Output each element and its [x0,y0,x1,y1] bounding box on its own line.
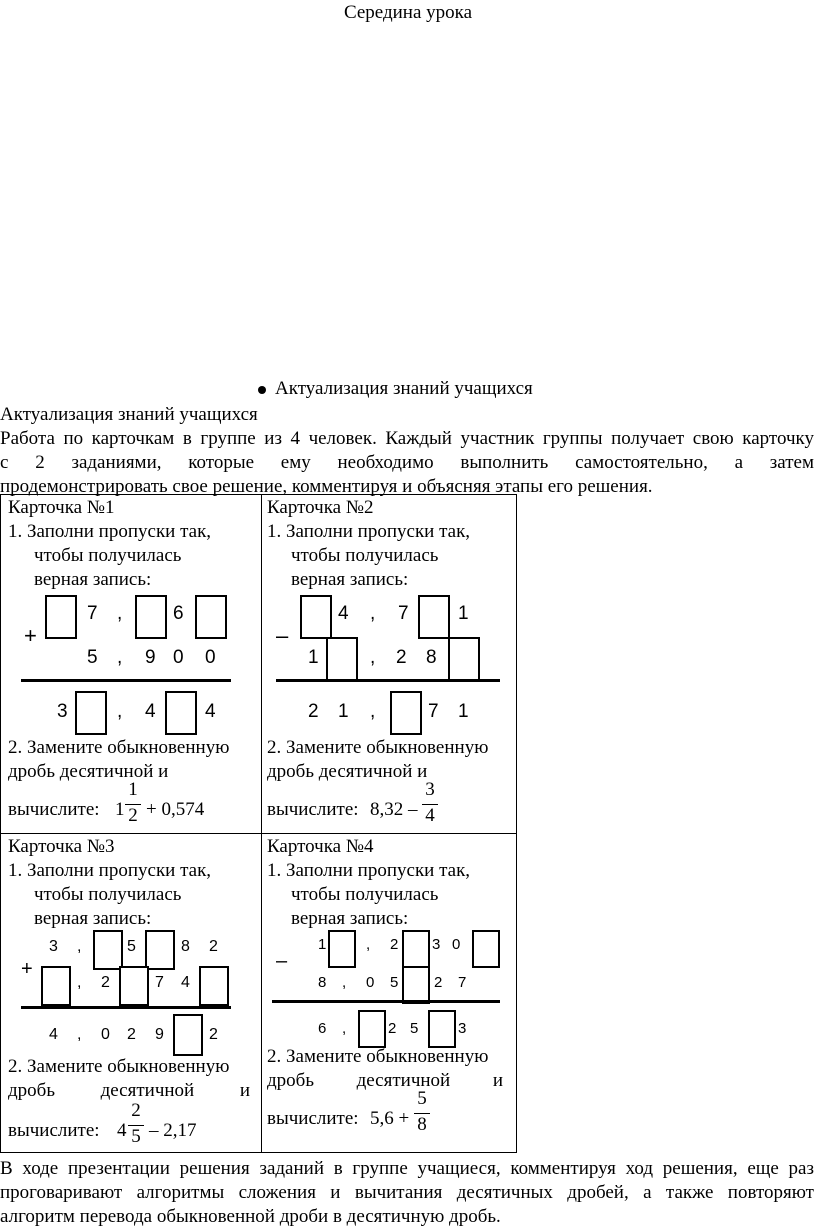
digit: , [77,974,82,991]
blank-box[interactable] [472,930,500,968]
task1-line: 1. Заполни пропуски так, [8,521,212,542]
blank-box[interactable] [173,1014,203,1056]
blank-box[interactable] [328,930,356,968]
digit: 6 [173,603,184,624]
intro-line-3: продемонстрировать свое решение, комментируя и объясняя этапы его решения. [0,476,653,497]
fraction-den: 2 [128,805,138,826]
digit: 4 [338,603,349,624]
digit: 2 [209,1026,218,1043]
task1-line: верная запись: [291,908,409,929]
digit: , [370,603,376,624]
blank-box[interactable] [448,637,480,681]
digit: 4 [49,1026,58,1043]
expr-tail: – 2,17 [149,1120,197,1141]
task2-line: дробь десятичной и [8,761,169,782]
mixed-whole: 1 [115,799,125,820]
task1-line: чтобы получилась [34,545,182,566]
digit: 0 [452,936,461,953]
card-title: Карточка №4 [267,836,374,857]
digit: 2 [434,974,443,991]
digit: 0 [366,974,375,991]
digit: 1 [458,603,469,624]
task1-line: 1. Заполни пропуски так, [8,860,212,881]
digit: 1 [458,701,469,722]
digit: 1 [338,701,349,722]
digit: 3 [49,938,58,955]
card-1 [1,495,262,834]
mixed-whole: 4 [117,1120,127,1141]
cards-table [0,494,517,1153]
task2-line: 2. Замените обыкновенную [267,1046,489,1067]
digit: 4 [181,974,190,991]
digit: 6 [318,1020,327,1037]
digit: 3 [432,936,441,953]
compute-label: вычислите: [8,1120,100,1141]
fraction-den: 8 [417,1114,427,1135]
blank-box[interactable] [390,691,422,735]
fraction-num: 5 [417,1088,427,1109]
task1-line: верная запись: [34,569,152,590]
bullet-icon [258,386,266,394]
digit: 9 [145,647,156,668]
digit: 3 [458,1020,467,1037]
digit: 0 [173,647,184,668]
digit: 7 [398,603,409,624]
task1-line: верная запись: [34,908,152,929]
outro-line-3: алгоритм перевода обыкновенной дроби в десятичную дробь. [0,1206,501,1227]
outro-line-2: проговаривают алгоритмы сложения и вычитания десятичных дробей, а также повторяют [0,1182,814,1203]
task2-line: дробь десятичной и [267,1070,503,1091]
blank-box[interactable] [300,595,332,639]
blank-box[interactable] [199,966,229,1006]
blank-box[interactable] [93,930,123,970]
task1-line: верная запись: [291,569,409,590]
digit: 7 [87,603,98,624]
outro-line-1: В ходе презентации решения заданий в группе учащиеся, комментируя ход решения, еще раз [0,1158,814,1179]
fraction-num: 2 [131,1100,141,1121]
blank-box[interactable] [402,966,430,1004]
compute-label: вычислите: [267,799,359,820]
section-heading: Актуализация знаний учащихся [0,404,258,425]
digit: 7 [458,974,467,991]
digit: , [366,936,371,953]
digit: 8 [318,974,327,991]
digit: , [77,938,82,955]
blank-box[interactable] [45,595,77,639]
bullet-heading-text: Актуализация знаний учащихся [275,378,533,399]
expr-lead: 8,32 – [370,799,418,820]
digit: 0 [101,1026,110,1043]
digit: 2 [396,647,407,668]
digit: 5 [127,938,136,955]
blank-box[interactable] [402,930,430,968]
digit: 7 [428,701,439,722]
task2-line: дробь десятичной и [267,761,428,782]
plus-sign: + [21,958,33,980]
card-title: Карточка №3 [8,836,115,857]
task1-line: 1. Заполни пропуски так, [267,860,471,881]
digit: 0 [205,647,216,668]
digit: 2 [388,1020,397,1037]
fraction-den: 5 [131,1126,141,1147]
blank-box[interactable] [358,1010,386,1048]
blank-box[interactable] [75,691,107,735]
expr-tail: + 0,574 [146,799,205,820]
blank-box[interactable] [41,966,71,1006]
digit: 5 [87,647,98,668]
card-title: Карточка №1 [8,497,115,518]
task2-line: 2. Замените обыкновенную [8,1056,230,1077]
task1-line: чтобы получилась [291,884,439,905]
card-2 [262,495,517,834]
task2-line: 2. Замените обыкновенную [267,737,489,758]
page-title: Середина урока [343,2,473,23]
plus-sign: + [24,623,37,648]
fraction-num: 1 [128,779,138,800]
intro-line-1: Работа по карточкам в группе из 4 человек. Каждый участник группы получает свою карточку [0,428,814,449]
digit: , [370,701,376,722]
card-3 [1,834,262,1153]
digit: 4 [205,701,216,722]
blank-box[interactable] [165,691,197,735]
compute-label: вычислите: [8,799,100,820]
digit: 2 [390,936,399,953]
blank-box[interactable] [145,930,175,970]
blank-box[interactable] [418,595,450,639]
difference-rule [272,1000,500,1003]
digit: 5 [410,1020,419,1037]
card-title: Карточка №2 [267,497,374,518]
bullet-heading [258,378,533,400]
digit: 8 [426,647,437,668]
task1-line: чтобы получилась [291,545,439,566]
task1-line: чтобы получилась [34,884,182,905]
digit: 7 [155,974,164,991]
compute-label: вычислите: [267,1108,359,1129]
task1-line: 1. Заполни пропуски так, [267,521,471,542]
blank-box[interactable] [119,966,149,1006]
minus-sign: – [276,950,288,972]
digit: , [117,647,123,668]
sum-rule [21,679,231,682]
sum-rule [21,1006,231,1009]
digit: 3 [57,701,68,722]
task2-line: дробь десятичной и [8,1080,250,1101]
card-4 [262,834,517,1153]
digit: 4 [145,701,156,722]
digit: , [117,603,123,624]
digit: , [342,1020,347,1037]
intro-line-2: с 2 заданиями, которые ему необходимо выполнить самостоятельно, а затем [0,452,814,473]
digit: 1 [308,647,319,668]
digit: 2 [101,974,110,991]
digit: 9 [155,1026,164,1043]
fraction-num: 3 [425,779,435,800]
difference-rule [276,679,500,682]
digit: 5 [390,974,399,991]
digit: 8 [181,938,190,955]
blank-box[interactable] [326,637,358,681]
digit: , [370,647,376,668]
digit: 2 [308,701,319,722]
task2-line: 2. Замените обыкновенную [8,737,230,758]
digit: , [342,974,347,991]
digit: 1 [318,936,327,953]
digit: 2 [127,1026,136,1043]
digit: , [77,1026,82,1043]
digit: 2 [209,938,218,955]
blank-box[interactable] [195,595,227,639]
minus-sign: – [276,623,289,648]
blank-box[interactable] [428,1010,456,1048]
expr-lead: 5,6 + [370,1108,410,1129]
digit: , [117,701,123,722]
blank-box[interactable] [135,595,167,639]
fraction-den: 4 [425,805,435,826]
